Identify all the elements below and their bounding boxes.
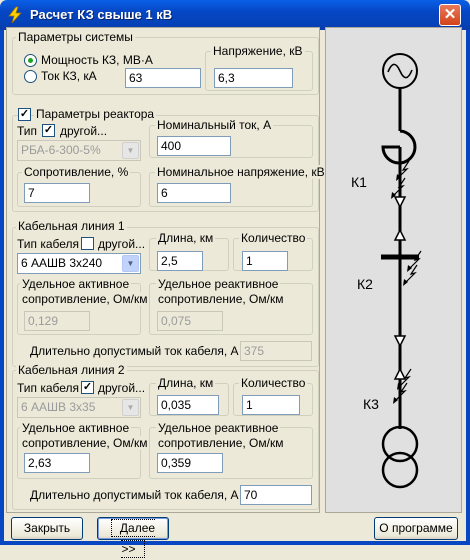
- cable1-type-select[interactable]: [17, 253, 141, 274]
- circuit-diagram: [325, 27, 462, 513]
- voltage-input[interactable]: 6,3: [214, 68, 293, 88]
- cable1-x-input[interactable]: 0,075: [157, 311, 223, 331]
- radio-current-label: Ток КЗ, кА: [41, 69, 97, 83]
- chevron-down-icon: ▼: [122, 399, 139, 416]
- rated-current-input[interactable]: 400: [157, 136, 231, 156]
- radio-power-label: Мощность КЗ, МВ·А: [41, 53, 153, 67]
- window-frame-right: [466, 30, 470, 545]
- cable2-length-legend: Длина, км: [158, 376, 214, 390]
- sine-wave-icon: [388, 64, 412, 77]
- close-button[interactable]: Закрыть: [11, 517, 83, 540]
- cable1-other-label: другой...: [98, 237, 146, 251]
- cable2-count-input[interactable]: 1: [242, 395, 300, 415]
- cable2-current-label: Длительно допустимый ток кабеля, А: [30, 488, 239, 502]
- cable1-r-legend-2: сопротивление, Ом/км: [22, 292, 148, 306]
- rated-voltage-legend: Номинальное напряжение, кВ: [157, 165, 325, 179]
- next-button-label: Далее >>: [111, 519, 155, 558]
- reactor-other-label: другой...: [60, 124, 108, 138]
- cable1-r-input[interactable]: 0,129: [24, 311, 90, 331]
- label-k3: К3: [363, 396, 379, 412]
- cable1-current-input[interactable]: 375: [240, 341, 312, 361]
- window-frame-left: [0, 30, 4, 545]
- cable2-end-arrow-icon: [395, 369, 405, 379]
- cable2-type-select[interactable]: [17, 397, 141, 418]
- cable1-length-input[interactable]: 2,5: [157, 251, 203, 271]
- cable2-start-arrow-icon: [395, 336, 405, 346]
- window-frame-bottom: [0, 541, 470, 545]
- resistance-input[interactable]: 7: [24, 183, 90, 203]
- cable1-legend: Кабельная линия 1: [18, 219, 125, 233]
- reactor-params-legend: Параметры реактора: [36, 107, 155, 121]
- cable2-count-legend: Количество: [241, 376, 306, 390]
- chevron-down-icon: ▼: [122, 255, 139, 272]
- cable2-r-input[interactable]: 2,63: [24, 453, 90, 473]
- radio-short-circuit-current[interactable]: [24, 70, 37, 83]
- rated-current-legend: Номинальный ток, А: [157, 118, 272, 132]
- window-title: Расчет КЗ свыше 1 кВ: [30, 7, 173, 22]
- cable1-count-legend: Количество: [241, 231, 306, 245]
- cable2-type-value: 6 ААШВ 3х35: [21, 400, 96, 414]
- cable1-type-value: 6 ААШВ 3х240: [21, 256, 103, 270]
- system-params-legend: Параметры системы: [18, 30, 133, 44]
- radio-short-circuit-power[interactable]: [24, 54, 37, 67]
- cable1-type-label: Тип кабеля: [17, 237, 80, 251]
- cable2-x-legend-2: сопротивление, Ом/км: [158, 436, 284, 450]
- cable1-start-arrow-icon: [395, 197, 405, 207]
- lightning-icon: [6, 6, 24, 24]
- cable2-x-legend-1: Удельное реактивное: [158, 421, 279, 435]
- cable1-end-arrow-icon: [395, 230, 405, 240]
- cable2-length-input[interactable]: 0,035: [157, 395, 219, 415]
- cable2-current-input[interactable]: 70: [240, 485, 312, 505]
- next-button[interactable]: [97, 517, 169, 556]
- cable1-x-legend-2: сопротивление, Ом/км: [158, 292, 284, 306]
- system-value-input[interactable]: 63: [125, 68, 201, 88]
- cable1-length-legend: Длина, км: [158, 231, 214, 245]
- rated-voltage-input[interactable]: 6: [157, 183, 231, 203]
- about-button[interactable]: О программе: [374, 517, 458, 540]
- reactor-type-value: РБА-6-300-5%: [21, 143, 101, 157]
- label-k1: К1: [351, 174, 367, 190]
- chevron-down-icon: ▼: [122, 142, 139, 159]
- voltage-legend: Напряжение, кВ: [213, 44, 303, 58]
- cable2-other-checkbox[interactable]: ✓: [82, 381, 93, 393]
- reactor-other-checkbox[interactable]: ✓: [43, 124, 54, 136]
- cable1-current-label: Длительно допустимый ток кабеля, А: [30, 344, 239, 358]
- label-k2: К2: [357, 276, 373, 292]
- cable2-x-input[interactable]: 0,359: [157, 453, 223, 473]
- transformer-icon: [383, 427, 417, 461]
- cable2-r-legend-1: Удельное активное: [22, 421, 130, 435]
- cable2-r-legend-2: сопротивление, Ом/км: [22, 436, 148, 450]
- cable1-r-legend-1: Удельное активное: [22, 277, 130, 291]
- cable1-x-legend-1: Удельное реактивное: [158, 277, 279, 291]
- reactor-type-label: Тип: [17, 124, 38, 138]
- cable2-legend: Кабельная линия 2: [18, 363, 125, 377]
- resistance-legend: Сопротивление, %: [24, 165, 129, 179]
- cable2-type-label: Тип кабеля: [17, 381, 80, 395]
- cable1-other-checkbox[interactable]: [81, 237, 94, 250]
- cable2-other-label: другой...: [98, 381, 146, 395]
- close-icon[interactable]: ✕: [439, 4, 461, 26]
- reactor-enable-checkbox[interactable]: ✓: [19, 108, 30, 120]
- cable1-count-input[interactable]: 1: [242, 251, 288, 271]
- reactor-type-select[interactable]: [17, 140, 141, 161]
